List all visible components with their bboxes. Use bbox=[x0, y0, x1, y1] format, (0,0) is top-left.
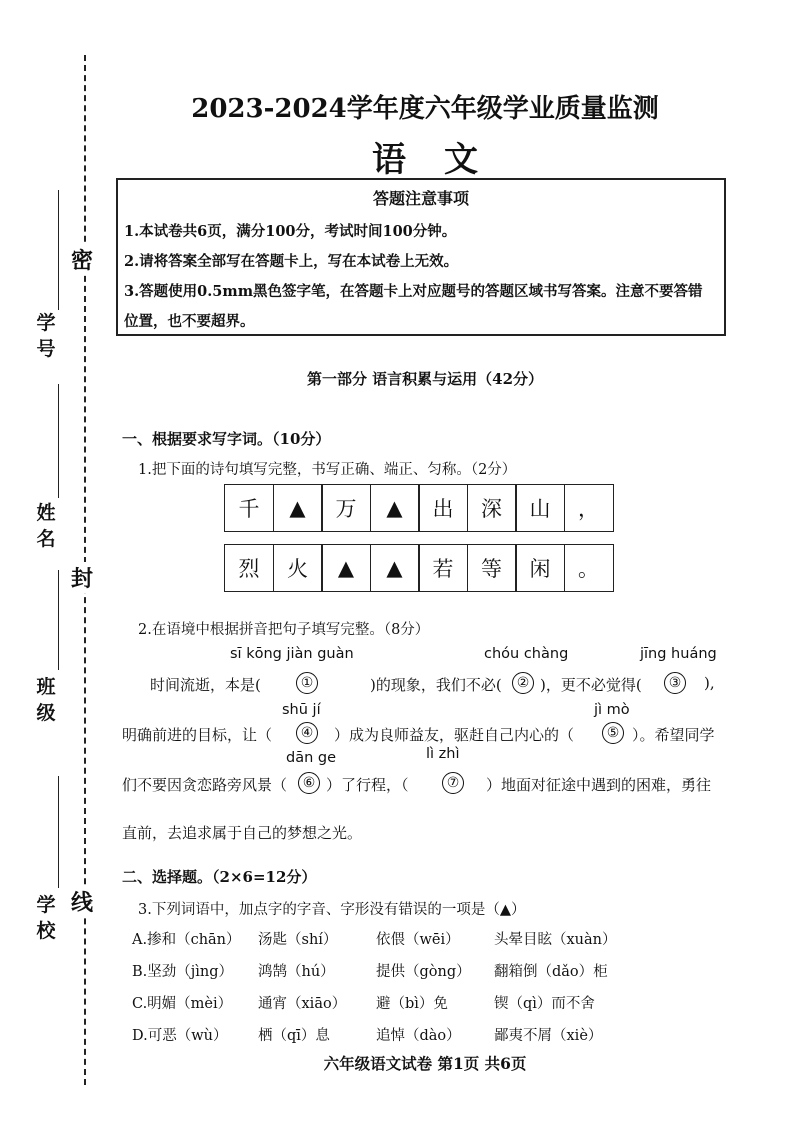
option-a-word-3: 依偎（wēi） bbox=[376, 932, 460, 948]
pinyin-1: sī kōng jiàn guàn bbox=[230, 646, 354, 662]
binding-word-xian: 线 bbox=[66, 886, 98, 917]
blank-marker-6[interactable]: ⑥ bbox=[298, 772, 320, 794]
grid-cell: 火 bbox=[273, 544, 323, 592]
option-d-word-2: 栖（qī）息 bbox=[258, 1028, 330, 1044]
notice-line-1: 1.本试卷共6页，满分100分，考试时间100分钟。 bbox=[124, 223, 457, 240]
pinyin-4: shū jí bbox=[282, 702, 321, 718]
grid-cell: 闲 bbox=[515, 544, 565, 592]
school-label: 学校 bbox=[36, 894, 56, 942]
section-one-title: 一、根据要求写字词。（10分） bbox=[122, 430, 331, 448]
blank-marker-4[interactable]: ④ bbox=[296, 722, 318, 744]
question-1-prompt: 1.把下面的诗句填写完整，书写正确、端正、匀称。（2分） bbox=[138, 462, 517, 478]
option-d-word-1: D.可恶（wù） bbox=[132, 1028, 228, 1044]
option-c-word-3: 避（bì）免 bbox=[376, 996, 448, 1012]
binding-word-feng: 封 bbox=[66, 562, 98, 593]
grid-cell-punct: ， bbox=[564, 484, 614, 532]
fill-text-1c: )，更不必觉得( bbox=[540, 676, 642, 694]
grid-cell-blank[interactable]: ▲ bbox=[321, 544, 371, 592]
grid-cell: 深 bbox=[467, 484, 517, 532]
option-d-word-4: 鄙夷不屑（xiè） bbox=[494, 1028, 603, 1044]
option-c-word-2: 通宵（xiāo） bbox=[258, 996, 347, 1012]
binding-word-mi: 密 bbox=[66, 244, 98, 275]
notice-box bbox=[116, 178, 726, 336]
class-label: 班级 bbox=[36, 676, 56, 724]
option-b-word-4: 翻箱倒（dǎo）柜 bbox=[494, 964, 608, 980]
notice-line-2: 2.请将答案全部写在答题卡上，写在本试卷上无效。 bbox=[124, 253, 459, 270]
grid-cell: 烈 bbox=[224, 544, 274, 592]
fill-text-3b: ）了行程，（ bbox=[326, 776, 409, 794]
page-footer: 六年级语文试卷 第1页 共6页 bbox=[323, 1054, 527, 1073]
grid-cell-blank[interactable]: ▲ bbox=[370, 484, 420, 532]
option-c-word-4: 锲（qì）而不舍 bbox=[494, 996, 595, 1012]
grid-cell: 山 bbox=[515, 484, 565, 532]
grid-cell: 千 bbox=[224, 484, 274, 532]
blank-marker-5[interactable]: ⑤ bbox=[602, 722, 624, 744]
pinyin-6: dān ge bbox=[286, 750, 337, 766]
pinyin-3: jīng huáng bbox=[640, 646, 717, 662]
class-line bbox=[58, 570, 59, 670]
notice-line-4: 位置，也不要超界。 bbox=[124, 313, 255, 330]
option-b-word-2: 鸿鹄（hú） bbox=[258, 964, 335, 980]
blank-marker-1[interactable]: ① bbox=[296, 672, 318, 694]
fill-text-2c: ）。希望同学 bbox=[632, 726, 715, 744]
question-2-prompt: 2.在语境中根据拼音把句子填写完整。（8分） bbox=[138, 622, 430, 638]
option-a-word-4: 头晕目眩（xuàn） bbox=[494, 932, 617, 948]
fill-text-2b: ）成为良师益友，驱赶自己内心的（ bbox=[334, 726, 575, 744]
option-a-word-2: 汤匙（shí） bbox=[258, 932, 338, 948]
fill-text-1d: ), bbox=[704, 674, 715, 692]
student-id-line bbox=[58, 190, 59, 310]
grid-cell: 等 bbox=[467, 544, 517, 592]
fill-text-1b: )的现象，我们不必( bbox=[370, 676, 502, 694]
blank-marker-7[interactable]: ⑦ bbox=[442, 772, 464, 794]
pinyin-7: lì zhì bbox=[426, 746, 460, 762]
blank-marker-2[interactable]: ② bbox=[512, 672, 534, 694]
option-c-word-1: C.明媚（mèi） bbox=[132, 996, 233, 1012]
school-line bbox=[58, 776, 59, 888]
pinyin-2: chóu chàng bbox=[484, 646, 569, 662]
fill-text-2a: 明确前进的目标，让（ bbox=[122, 726, 273, 744]
section-two-title: 二、选择题。（2×6=12分） bbox=[122, 868, 317, 886]
grid-cell: 出 bbox=[418, 484, 468, 532]
option-d-word-3: 追悼（dào） bbox=[376, 1028, 461, 1044]
fill-text-4: 直前，去追求属于自己的梦想之光。 bbox=[122, 824, 363, 842]
name-line bbox=[58, 384, 59, 498]
grid-cell-punct: 。 bbox=[564, 544, 614, 592]
fill-text-1a: 时间流逝，本是( bbox=[150, 676, 261, 694]
question-3-prompt: 3.下列词语中，加点字的字音、字形没有错误的一项是（▲） bbox=[138, 902, 526, 918]
poem-grid-row-2 bbox=[224, 544, 614, 592]
grid-cell-blank[interactable]: ▲ bbox=[273, 484, 323, 532]
name-label: 姓名 bbox=[36, 502, 56, 550]
option-b-word-1: B.坚劲（jìng） bbox=[132, 964, 234, 980]
fill-text-3c: ）地面对征途中遇到的困难，勇往 bbox=[486, 776, 712, 794]
grid-cell: 万 bbox=[321, 484, 371, 532]
grid-cell: 若 bbox=[418, 544, 468, 592]
option-b-word-3: 提供（gòng） bbox=[376, 964, 471, 980]
student-id-label: 学号 bbox=[36, 312, 56, 360]
grid-cell-blank[interactable]: ▲ bbox=[370, 544, 420, 592]
notice-title: 答题注意事项 bbox=[372, 189, 469, 208]
part-one-title: 第一部分 语言积累与运用（42分） bbox=[306, 370, 544, 388]
blank-marker-3[interactable]: ③ bbox=[664, 672, 686, 694]
subject-title: 语文 bbox=[372, 140, 516, 180]
pinyin-5: jì mò bbox=[594, 702, 630, 718]
fill-text-3a: 们不要因贪恋路旁风景（ bbox=[122, 776, 288, 794]
exam-title: 2023-2024学年度六年级学业质量监测 bbox=[191, 94, 659, 124]
option-a-word-1: A.掺和（chān） bbox=[132, 932, 241, 948]
notice-line-3: 3.答题使用0.5mm黑色签字笔，在答题卡上对应题号的答题区域书写答案。注意不要答错 bbox=[124, 283, 703, 300]
poem-grid-row-1 bbox=[224, 484, 614, 532]
